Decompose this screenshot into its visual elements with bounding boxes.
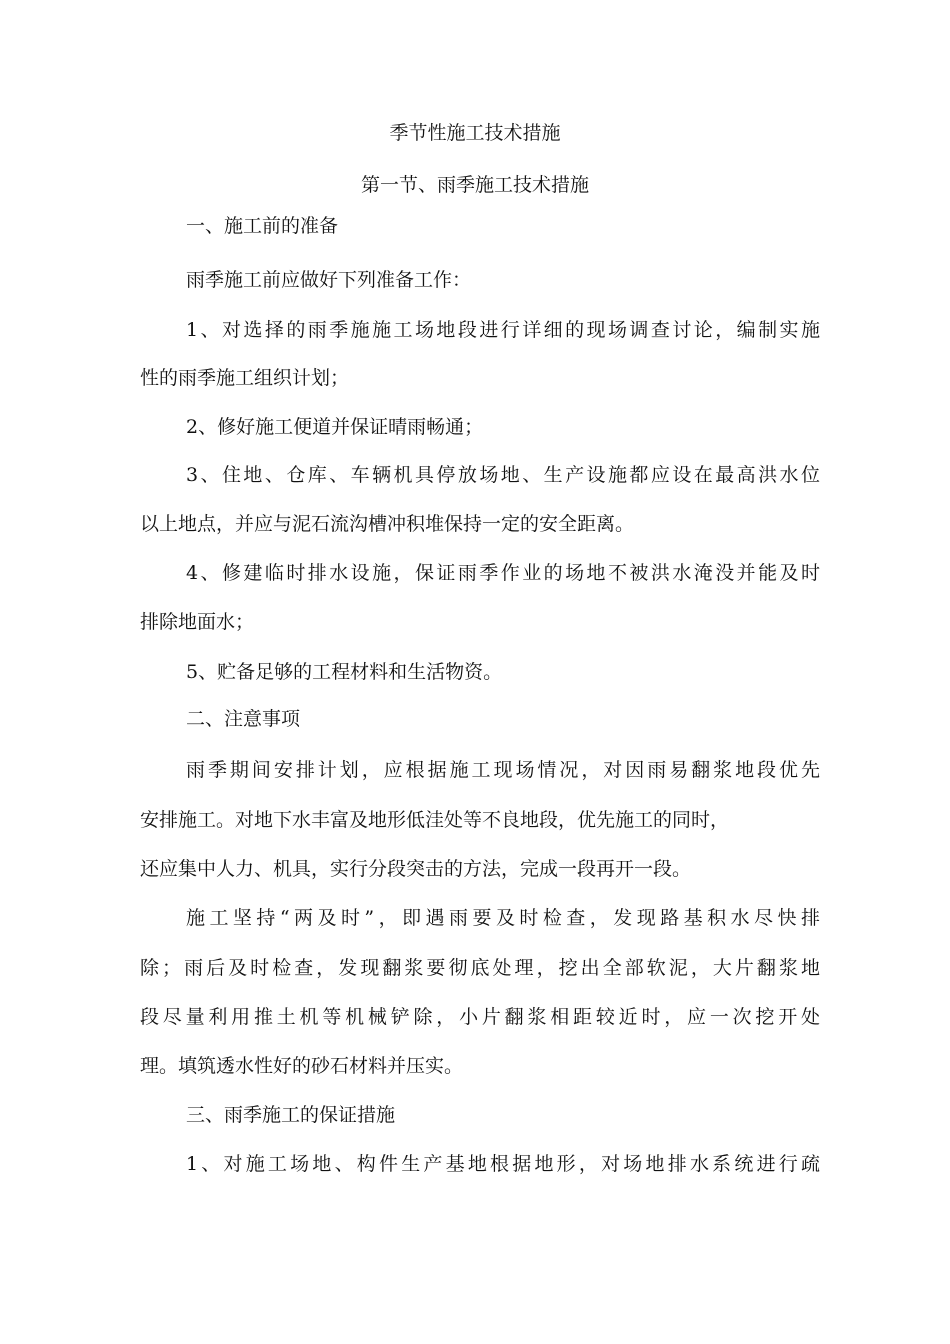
paragraph-line: 性的雨季施工组织计划； [140, 367, 350, 389]
paragraph-line: 除；雨后及时检查，发现翻浆要彻底处理，挖出全部软泥，大片翻浆地 [140, 957, 820, 979]
paragraph-line: 雨季期间安排计划，应根据施工现场情况，对因雨易翻浆地段优先 [186, 759, 820, 781]
paragraph-line: 施工坚持“两及时”，即遇雨要及时检查，发现路基积水尽快排 [186, 907, 820, 929]
paragraph-line: 4、修建临时排水设施，保证雨季作业的场地不被洪水淹没并能及时 [186, 562, 820, 584]
paragraph-line: 1、对选择的雨季施施工场地段进行详细的现场调查讨论，编制实施 [186, 319, 820, 341]
subheading-preparation: 一、施工前的准备 [186, 215, 339, 237]
paragraph-line: 1、对施工场地、构件生产基地根据地形，对场地排水系统进行疏 [186, 1153, 820, 1175]
subheading-notes: 二、注意事项 [186, 708, 301, 730]
paragraph-line: 以上地点，并应与泥石流沟槽冲积堆保持一定的安全距离。 [140, 513, 635, 535]
paragraph-line: 2、修好施工便道并保证晴雨畅通； [186, 416, 484, 438]
paragraph-line: 雨季施工前应做好下列准备工作： [186, 269, 472, 291]
document-title: 季节性施工技术措施 [389, 122, 561, 144]
paragraph-line: 3、住地、仓库、车辆机具停放场地、生产设施都应设在最高洪水位 [186, 464, 820, 486]
subheading-measures: 三、雨季施工的保证措施 [186, 1104, 396, 1126]
paragraph-line: 段尽量利用推土机等机械铲除，小片翻浆相距较近时，应一次挖开处 [140, 1006, 820, 1028]
section-heading: 第一节、雨季施工技术措施 [360, 174, 589, 196]
paragraph-line: 理。填筑透水性好的砂石材料并压实。 [140, 1055, 464, 1077]
paragraph-line: 还应集中人力、机具，实行分段突击的方法，完成一段再开一段。 [140, 858, 692, 880]
paragraph-line: 5、贮备足够的工程材料和生活物资。 [186, 661, 503, 683]
paragraph-line: 安排施工。对地下水丰富及地形低洼处等不良地段，优先施工的同时， [140, 809, 730, 831]
paragraph-line: 排除地面水； [140, 611, 255, 633]
